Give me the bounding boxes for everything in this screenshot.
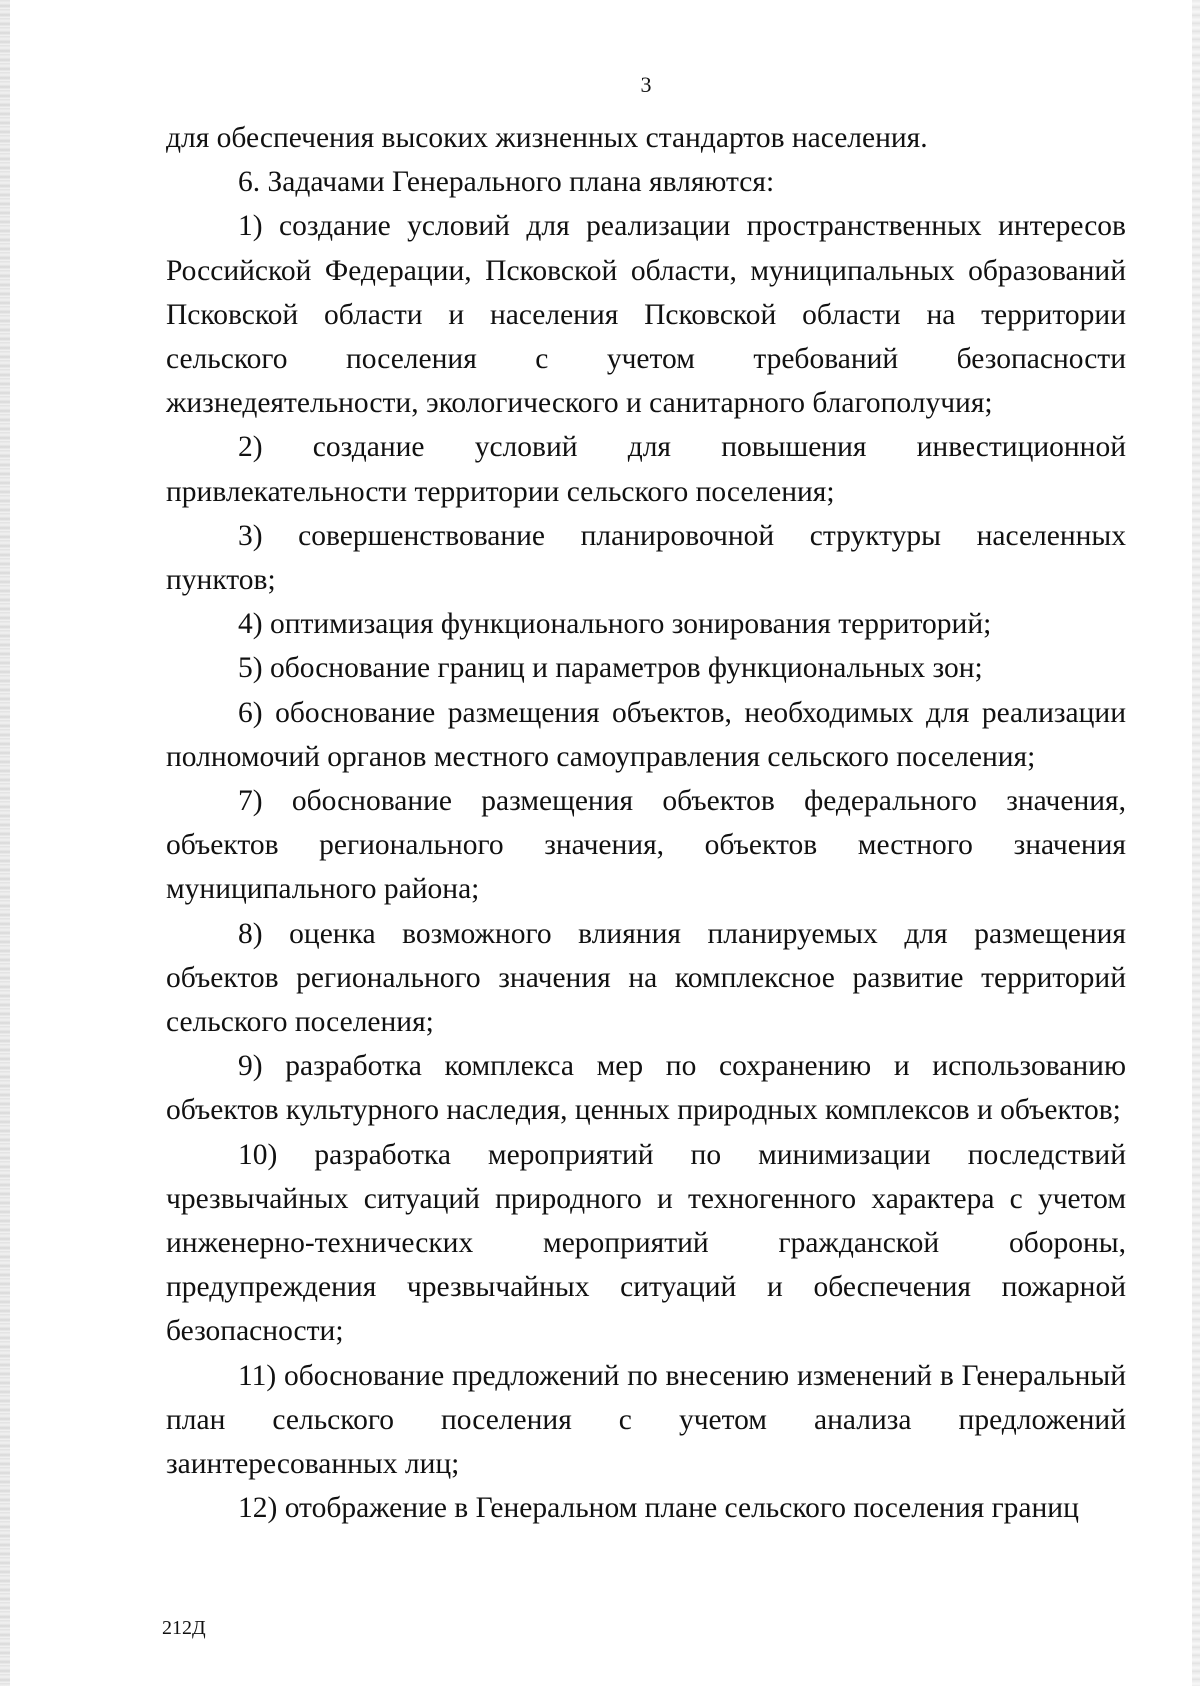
scan-edge-left [0, 0, 10, 1686]
page-number: 3 [640, 72, 652, 97]
list-item-5: 5) обоснование границ и параметров функциональных зон; [238, 652, 983, 685]
list-item-12: 12) отображение в Генеральном плане сельского поселения границ [238, 1492, 1079, 1525]
list-item-8: 8) оценка возможного влияния планируемых для размещения объектов регионального значения на комплексное развитие территорий сельского поселения; [166, 917, 1126, 1039]
list-item-4: 4) оптимизация функционального зонирования территорий; [238, 608, 992, 641]
document-body [166, 116, 1126, 1531]
list-item-3: 3) совершенствование планировочной структуры населенных пунктов; [166, 519, 1126, 597]
list-item-1: 1) создание условий для реализации пространственных интересов Российской Федерации, Псковской области, муниципальных образований Псковской области и населения Псковской области на территории сельского поселения с учетом требований безопасности жизнедеятельности, экологического и санитарного благополучия; [166, 210, 1126, 420]
paragraph-intro-continuation: для обеспечения высоких жизненных стандартов населения. [166, 122, 928, 154]
list-item-2: 2) создание условий для повышения инвестиционной привлекательности территории сельского поселения; [166, 431, 1126, 508]
list-item-11: 11) обоснование предложений по внесению изменений в Генеральный план сельского поселения с учетом анализа предложений заинтересованных лиц; [166, 1359, 1126, 1481]
list-item-10: 10) разработка мероприятий по минимизации последствий чрезвычайных ситуаций природного и техногенного характера с учетом инженерно-технических мероприятий гражданской обороны, предупреждения чрезвычайных ситуаций и обеспечения пожарной безопасности; [166, 1138, 1126, 1348]
list-item-6: 6) обоснование размещения объектов, необходимых для реализации полномочий органов местного самоуправления сельского поселения; [166, 696, 1126, 773]
document-code: 212Д [162, 1617, 206, 1639]
list-item-9: 9) разработка комплекса мер по сохранению и использованию объектов культурного наследия, ценных природных комплексов и объектов; [166, 1050, 1126, 1127]
paragraph-tasks-heading: 6. Задачами Генерального плана являются: [238, 166, 775, 199]
scan-edge-right [1192, 0, 1200, 1686]
list-item-7: 7) обоснование размещения объектов федерального значения, объектов регионального значения, объектов местного значения муниципального района; [166, 785, 1126, 906]
